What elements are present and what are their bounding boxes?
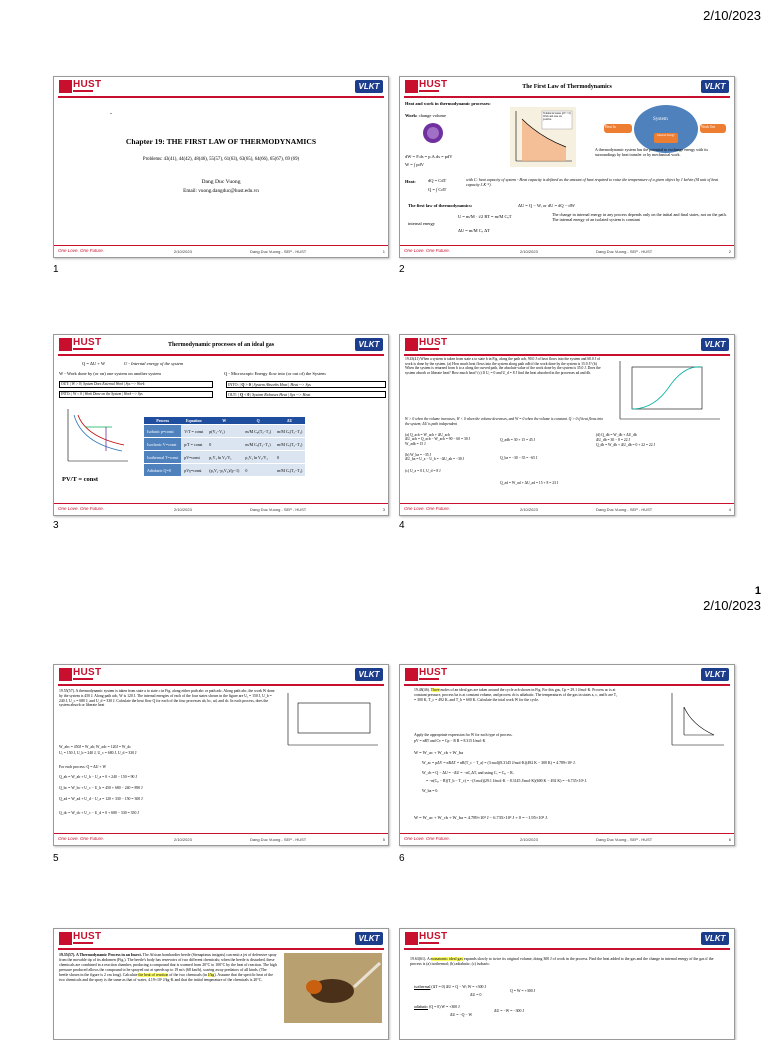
system-description: A thermodynamic system has the potential to exchange energy with its surroundings by heat transfer or by mechanical work. [595,147,709,157]
heat-capacity-desc: with C: heat capacity of system - Heat capacity is defined as the amount of heat required to raise the temperature of a given object by 1 kelvin (SI unit of heat capacity J.K⁻¹). [466,177,719,187]
slide-3 [53,334,389,516]
hust-logo: HUST [405,80,439,94]
slide-7 [53,928,389,1040]
work-cb: W_cb = Q − ΔU = −ΔU = −nCᵥΔT, and using Cᵥ = Cₚ − R, [422,771,514,775]
total-work-expression: W = W_ac + W_cb + W_ba [414,750,464,755]
slide-footer: One Love. One Future. 2/10/2023 Dang Duc Vuong - SEP - HUST 2 [400,245,734,257]
problems-list: Problems: 43(41), 44(42), 48(46), 55(57), 61(63), 63(65), 64(66), 65(67), 69 (69) [142,157,300,162]
answer-b: Q_ba = −30 − 35 = −65 J [500,456,538,460]
adiabatic-solution: adiabatic (Q = 0) W = +300 J [414,1005,460,1009]
vlkt-logo: VLKT [355,80,383,93]
eq-note: U - Internal energy of the system [124,361,184,366]
ideal-gas-relations: pV = nRT and Cv = Cp − R R = 8.315 J/mol·K [414,739,486,743]
slide-5 [53,664,389,846]
slide-4 [399,334,735,516]
problem-text: 19.55(57). A thermodynamic system is taken from state a to state c in Fig. along either path abc or path adc. Along path abc, the work W done by the system is 450 J. Along path adc, W is 120 J. The internal energies of each of the four states shown in the figure are Uₐ = 150 J, U_b = 240 J, U_c = 680 J, and U_d = 330 J. Calculate the heat flow Q for each of the four processes ab, bc, ad, and dc. In each process, does the system absorb or liberate heat [59,689,275,708]
work-description: W - Work done by (or on) one system on another system [59,371,161,376]
slide-2: HUST VLKT The First Law of Thermodynamics Heat and work in thermodynamic processes: Work: change volume dW = F.ds = p.A.ds = pdV W = ∫ pdV Volume increases (dV > 0) Work and area are positive. Heat In Work Out System Internal Energy A thermodynamic system has the potential to exchange energy with its surroundings by heat transfer or by mechanical work. Heat: dQ = CdT Q = ∫ CdT with C: heat capacity of system - Heat capacity is defined as the amount of heat required to raise the temperature of a given object by 1 kelvin (SI unit of heat capacity J.K⁻¹). The first law of thermodynamics: ΔU = Q − W, or dU = dQ − dW internal energy U = m/M · i/2 RT = m/M CᵥT ΔU = m/M Cᵥ ΔT The change in internal energy in any process depends only on the initial and final states, not on the path. The internal energy of an isolated system is constant One Love. One Future. 2/10/2023 Dang Duc Vuong - SEP - HUST 2 [399,76,735,258]
ideal-gas-law: PV/T = const [62,476,99,483]
work-out-label: Work Out [701,125,716,129]
answer-dc: Q_dc = W_dc + U_c − U_d = 0 + 680 − 330 = 350 J [59,811,139,815]
work-cb-result: = −n(Cₚ − R)(T_b − T_c) = −(3 mol)(29.1 J/mol·K − 8.3145 J/mol·K)(600 K − 492 K) = −6.735×10³ J. [426,779,588,783]
table-row: Isothermal T=const pV=const p₁V₁ ln V₂/V₁ p₁V₁ ln V₂/V₁ 0 [144,451,305,464]
work-equation: dW = F.ds = p.A.ds = pdV [405,154,453,159]
problem-text: 19.43(41) When a system is taken from state a to state b in Fig. along the path acb, 90.0 J of heat flows into the system and 60.0 J of work is done by the system. (a) How much heat flows into the system along path adb if the work done by the system is 15.0 J? (b) When the system is returned from b to a along the curved path, the absolute value of the work done by the system is 35.0 J. Does the system absorb or liberate heat? How much heat? (c) If Uₐ = 0 and U_d = 8 J find the heat absorbed in the processes ad and db. [405,357,601,375]
work-integral: W = ∫ pdV [405,162,425,167]
adiabatic-result: ΔU = −W = −300 J [494,1009,524,1013]
slide-footer: One Love. One Future. 2/10/2023 Dang Duc Vuong - SEP - HUST 1 [54,245,388,257]
hust-logo: HUST [59,668,93,682]
vlkt-logo: VLKT [701,932,729,945]
slide-footer: One Love. One Future. 2/10/2023 Dang Duc Vuong - SEP - HUST 3 [54,503,388,515]
table-row: Isochoric V=const p/T = const 0 m/M Cᵥ(T₂−T₁) m/M Cᵥ(T₂−T₁) [144,438,305,451]
solution-b: (b) W_ba = −35 J ΔU_ba = U_a − U_b = −ΔU_ab = −30 J [405,453,465,462]
internal-energy-desc: The change in internal energy in any process depends only on the initial and final states, not on the path. The internal energy of an isolated system is constant [552,212,727,223]
hust-logo: HUST [59,932,93,946]
slide-number-4: 4 [399,520,405,531]
sign-convention: W > 0 when the volume increases, W < 0 when the volume decreases, and W = 0 when the volume is constant. Q > 0 if heat flows into the system; ΔU is path independent [405,417,604,426]
problem-text: 19.55(57). A Thermodynamic Process in an Insect. The African bombardier beetle (Stenaptinus insignis) can emit a jet of defensive spray from the movable tip of its abdomen (Fig.). The beetle's body has reservoirs of two different chemicals; when the beetle is disturbed, these chemicals are combined in a reaction chamber, producing a compound that is warmed from 20°C to 100°C by the heat of reaction. The high pressure produced allows the compound to be sprayed out at speeds up to 19 m/s (68 km/h), scaring away predators of all kinds. (The beetle shown in the figure is 2 cm long). Calculate the heat of reaction of the two chemicals (in J/kg). Assume that the specific heat of the two chemicals and the spray is the same as that of water, 4.19×10³ J/kg·K and that the initial temperature of the chemicals is 20°C. [59,953,277,982]
answer-ad: Q_ad = W_ad + U_d − U_a = 120 + 330 − 150 = 300 J [59,797,143,801]
slide-8 [399,928,735,1040]
vlkt-logo: VLKT [701,80,729,93]
author-email: Email: vuong.dangduc@hust.edu.vn [183,188,259,194]
pv-diagram [62,407,132,467]
slide-number-1: 1 [53,264,59,275]
slide-title: Thermodynamic processes of an ideal gas [167,342,275,348]
slide-title: The First Law of Thermodynamics [522,84,612,90]
total-work-result: W = W_ac + W_cb + W_ba = 4.789×10³ J − 6.735×10³ J + 0 = −1.95×10³ J. [414,815,548,820]
author-name: Dang Duc Vuong [201,179,241,185]
page-date-mid: 2/10/2023 [703,598,761,613]
table-row: Adiabatic Q=0 pVγ=const (p₁V₁−p₂V₂)/(γ−1) 0 m/M Cᵥ(T₂−T₁) [144,464,305,477]
isothermal-du: ΔU = 0 [470,993,482,997]
hust-logo: HUST [405,338,439,352]
first-law-equation: ΔU = Q − W, or dU = dQ − dW [518,203,575,208]
heat-into-row: INTO: | Q > 0 | System Absorbs Heat | Heat --> Sys [226,381,386,388]
energy-values: Uₐ = 150 J, U_b = 240 J, U_c = 680 J, U_d = 330 J [59,751,137,755]
slide-number-3: 3 [53,520,59,531]
isothermal-solution: isothermal (ΔT = 0) ΔU = Q − W; W = +300 J [414,985,486,989]
slide-title: Chapter 19: THE FIRST LAW OF THERMODYNAMICS [125,137,317,146]
gas-volume-icon [422,122,444,144]
problem-text: 19.48(46). Three moles of an ideal gas are taken around the cycle acb shown in Fig. For this gas, Cp = 29.1 J/mol·K. Process ac is at constant pressure, process ba is at constant volume, and process cb is adiabatic. The temperatures of the gas in states a, c, and b are Tₐ = 300 K, T_c = 492 K, and T_b = 600 K. Calculate the total work W for the cycle. [414,688,618,702]
vlkt-logo: VLKT [355,932,383,945]
heat-out-row: OUT: | Q < 0 | System Releases Heat | Sys --> Heat [226,391,386,398]
answer-ab: Q_ab = W_ab + U_b − U_a = 0 + 240 − 150 = 90 J [59,775,137,779]
solution-c: (c) U_a = 0 J, U_d = 8 J [405,469,441,473]
answer-bc: Q_bc = W_bc + U_c − U_b = 450 + 680 − 240 = 890 J [59,786,143,790]
answer-a: Q_adb = 30 + 15 = 45 J [500,438,536,442]
slide-number-6: 6 [399,853,405,864]
slide-number-2: 2 [399,264,405,275]
heat-equation: dQ = CdT [428,178,447,183]
work-ba: W_ba = 0. [422,789,439,793]
problem-text: 19.63(61). A monatomic ideal gas expands slowly to twice its original volume, doing 300 J of work in the process. Find the heat added to the gas and the change in internal energy of the gas if the process is (a) isothermal; (b) adiabatic; (c) isobaric. [410,957,714,966]
general-equation: For each process: Q = ΔU + W [59,765,107,769]
internal-energy-eq: U = m/M · i/2 RT = m/M CᵥT [458,214,512,219]
hust-logo: HUST [405,668,439,682]
page-date-top: 2/10/2023 [703,8,761,23]
adiabatic-du: ΔU = −Q − W [450,1013,473,1017]
table-row: Isobaric p=const V/T = const p(V₂−V₁) m/M Cₚ(T₂−T₁) m/M Cᵥ(T₂−T₁) [144,425,305,438]
solution-d: (d) Q_db = W_db + ΔU_db ΔU_db = 30 − 8 = 22 J Q_db = W_db + ΔU_db = 0 + 22 = 22 J [596,433,655,447]
internal-energy-change-eq: ΔU = m/M Cᵥ ΔT [458,228,490,233]
answer-c: Q_ad = W_ad + ΔU_ad = 15 + 8 = 23 J [500,481,559,485]
hust-logo: HUST [59,80,93,94]
internal-energy-label: Internal Energy [657,134,675,137]
hust-logo: HUST [59,338,93,352]
path-diagram [284,691,382,751]
heat-integral: Q = ∫ CdT [428,187,447,192]
vlkt-logo: VLKT [355,668,383,681]
path-diagram [614,357,726,425]
work-values: W_abc = 450J = W_ab; W_adc = 120J = W_dc [59,745,131,749]
beetle-photo [284,953,382,1023]
vlkt-logo: VLKT [701,668,729,681]
vlkt-logo: VLKT [701,338,729,351]
slide-1: HUST VLKT . Chapter 19: THE FIRST LAW OF THERMODYNAMICS Problems: 43(41), 44(42), 48(46), 55(57), 61(63), 63(65), 64(66), 65(67), 69 (69) Dang Duc Vuong Email: vuong.dangduc@hust.edu.vn One Love. One Future. 2/10/2023 Dang Duc Vuong - SEP - HUST 1 [53,76,389,258]
slide-footer: One Love. One Future. 2/10/2023 Dang Duc Vuong - SEP - HUST 4 [400,503,734,515]
work-out-row: OUT: | W > 0 | System Does External Work | Sys --> Work [59,381,213,388]
cycle-diagram [666,689,728,751]
first-law-eq: Q = ΔU + W [82,361,106,366]
sheet-number: 1 [754,585,761,597]
slide-6 [399,664,735,846]
work-in-row: INTO: | W < 0 | Work Done on the System | Work --> Sys [59,391,213,398]
slide-footer: One Love. One Future. 2/10/2023 Dang Duc Vuong - SEP - HUST 5 [54,833,388,845]
first-law-heading: The first law of thermodynamics: [408,203,473,208]
section-heading: Heat and work in thermodynamic processes: [405,101,491,106]
slide-number-5: 5 [53,853,59,864]
method-note: Apply the appropriate expression for W for each type of process. [414,733,513,737]
heat-description: Q - Microscopic Energy flow into (or out of) the System [224,371,326,376]
slide-footer: One Love. One Future. 2/10/2023 Dang Duc Vuong - SEP - HUST 6 [400,833,734,845]
system-label: System [653,117,668,122]
isothermal-result: Q = W = +300 J [510,989,536,993]
process-table: Process Equation W Q ΔU Isobaric p=const V/T = const p(V₂−V₁) m/M Cₚ(T₂−T₁) m/M Cᵥ(T₂−T₁) Isochoric V=const p/T = const 0 m/M Cᵥ(T₂−T₁) m/M Cᵥ(T₂−T₁) Isothermal T=const pV=const p₁V₁ ln V₂/V₁ p₁V₁ ln V₂/V₁ 0 Adiabatic Q=0 pVγ=const (p₁V₁−p₂V₂)/(γ−1) 0 m/M Cᵥ(T₂−T₁) [144,417,305,476]
hust-logo: HUST [405,932,439,946]
graph-note: Volume increases (dV > 0) Work and area are positive. [543,112,571,122]
heat-in-label: Heat In [605,125,616,129]
solution-a: (a) Q_acb = W_acb + ΔU_acb ΔU_acb = Q_acb − W_acb = 90 − 60 = 30 J W_adb = 15 J [405,433,471,446]
work-ac: W_ac = pΔV = nRΔT = nR(T_c − T_a) = (3 mol)(8.3145 J/mol·K)(492 K − 300 K) = 4.789×10³ J. [422,761,576,765]
internal-energy-text: internal energy [408,221,436,226]
vlkt-logo: VLKT [355,338,383,351]
